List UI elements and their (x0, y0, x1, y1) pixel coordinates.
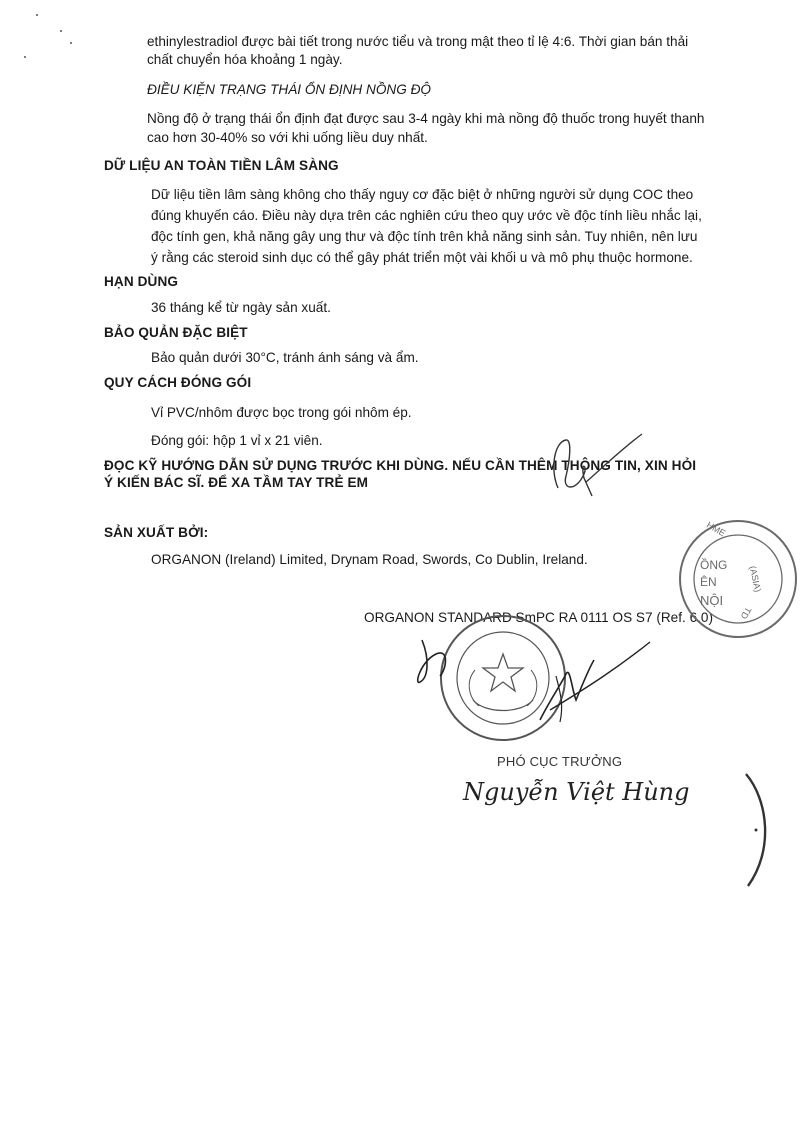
manufacturer-heading: SẢN XUẤT BỞI: (104, 525, 209, 540)
preclinical-line-4: ý rằng các steroid sinh dục có thể gây phát triển một vài khối u và mô phụ thuộc hormone. (151, 250, 693, 265)
stamp-fragment: (ASIA) (747, 564, 763, 594)
shelf-life-heading: HẠN DÙNG (104, 274, 179, 289)
steady-state-subtitle: ĐIỀU KIỆN TRẠNG THÁI ỔN ĐỊNH NỒNG ĐỘ (147, 82, 431, 97)
pk-text-line-2: chất chuyển hóa khoảng 1 ngày. (147, 52, 343, 67)
packaging-line-1: Vỉ PVC/nhôm được bọc trong gói nhôm ép. (151, 405, 412, 420)
approver-name: Nguyễn Việt Hùng (463, 778, 690, 806)
signature-scribble (400, 630, 660, 740)
preclinical-line-2: đúng khuyến cáo. Điều này dựa trên các nghiên cứu theo quy ước về độc tính liều nhắc lại, (151, 208, 702, 223)
warning-line-1: ĐỌC KỸ HƯỚNG DẪN SỬ DỤNG TRƯỚC KHI DÙNG. NẾU CẦN THÊM THÔNG TIN, XIN HỎI (104, 458, 697, 473)
steady-state-line-1: Nồng độ ở trạng thái ổn định đạt được sau 3-4 ngày khi mà nồng độ thuốc trong huyết thanh (147, 111, 705, 126)
stamp-fragment: HME (704, 519, 728, 539)
steady-state-line-2: cao hơn 30-40% so với khi uống liều duy nhất. (147, 130, 428, 145)
approval-title: PHÓ CỤC TRƯỞNG (497, 754, 623, 769)
company-stamp (670, 515, 800, 645)
scan-speck (36, 14, 38, 16)
scan-speck (70, 42, 72, 44)
scan-speck (24, 56, 26, 58)
preclinical-line-3: độc tính gen, khả năng gây ung thư và độc tính trên khả năng sinh sản. Tuy nhiên, nên lưu (151, 229, 698, 244)
stamp-fragment: NỘI (700, 593, 724, 608)
storage-text: Bảo quản dưới 30°C, tránh ánh sáng và ẩm. (151, 350, 419, 365)
packaging-line-2: Đóng gói: hộp 1 vỉ x 21 viên. (151, 433, 323, 448)
smpc-reference: ORGANON STANDARD SmPC RA 0111 OS S7 (Ref. 6.0) (364, 610, 713, 625)
warning-line-2: Ý KIẾN BÁC SĨ. ĐỂ XA TẦM TAY TRẺ EM (104, 475, 369, 490)
stamp-fragment: TD (738, 605, 754, 621)
manufacturer-address: ORGANON (Ireland) Limited, Drynam Road, Swords, Co Dublin, Ireland. (151, 552, 588, 567)
binding-edge-mark (728, 760, 788, 900)
preclinical-heading: DỮ LIỆU AN TOÀN TIỀN LÂM SÀNG (104, 158, 339, 173)
preclinical-line-1: Dữ liệu tiền lâm sàng không cho thấy nguy cơ đặc biệt ở những người sử dụng COC theo (151, 187, 694, 202)
pk-text-line-1: ethinylestradiol được bài tiết trong nước tiểu và trong mật theo tỉ lệ 4:6. Thời gian bán thải (147, 34, 689, 49)
storage-heading: BẢO QUẢN ĐẶC BIỆT (104, 325, 248, 340)
packaging-heading: QUY CÁCH ĐÓNG GÓI (104, 375, 252, 390)
stamp-fragment: ỒNG (700, 558, 728, 572)
scan-speck (60, 30, 62, 32)
stamp-fragment: ÊN (700, 575, 717, 589)
handwritten-mark (540, 430, 650, 500)
shelf-life-text: 36 tháng kể từ ngày sản xuất. (151, 300, 331, 315)
